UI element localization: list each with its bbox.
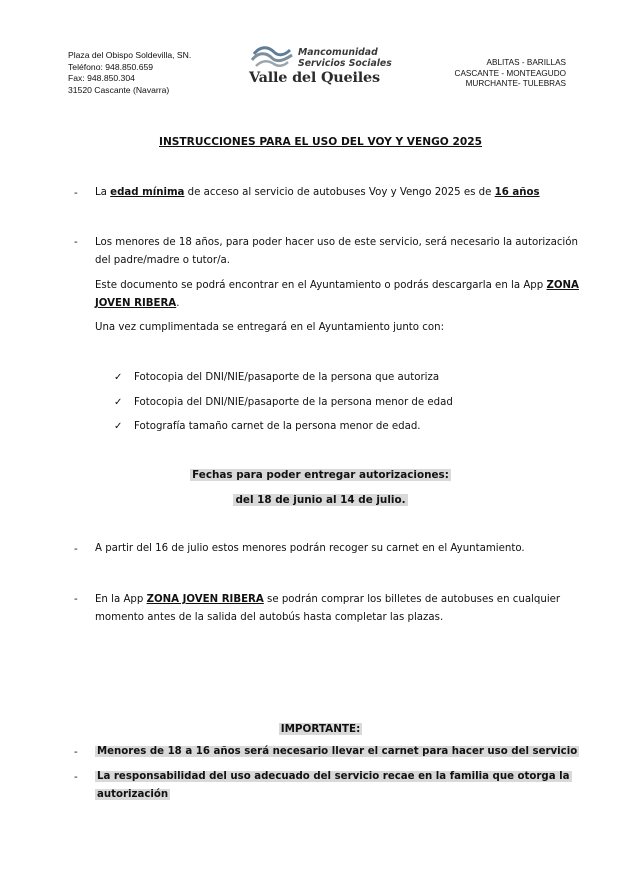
postal-line: 31520 Cascante (Navarra) bbox=[68, 84, 170, 95]
checklist-item: Fotocopia del DNI/NIE/pasaporte de la persona menor de edad bbox=[134, 397, 453, 408]
app-name-part2: JOVEN RIBERA bbox=[95, 298, 177, 309]
document-title: INSTRUCCIONES PARA EL USO DEL VOY Y VENGO 2025 bbox=[159, 136, 482, 148]
towns-line: ABLITAS - BARILLAS bbox=[486, 58, 566, 67]
checkmark-icon: ✓ bbox=[114, 372, 123, 383]
waves-logo-icon bbox=[248, 44, 296, 70]
fax-line: Fax: 948.850.304 bbox=[68, 73, 135, 83]
minors-line2: del padre/madre o tutor/a. bbox=[95, 255, 230, 266]
towns-block bbox=[455, 58, 566, 90]
checkmark-icon: ✓ bbox=[114, 421, 123, 432]
bullet-dash: - bbox=[74, 747, 78, 758]
towns-line: CASCANTE - MONTEAGUDO bbox=[454, 68, 566, 78]
important-item2-line1: La responsabilidad del uso adecuado del servicio recae en la familia que otorga la bbox=[97, 771, 570, 782]
bullet-dash: - bbox=[74, 544, 78, 555]
bullet-dash: - bbox=[74, 237, 78, 248]
tickets-line1: En la App ZONA JOVEN RIBERA se podrán comprar los billetes de autobuses en cualquier bbox=[95, 594, 561, 605]
app-name: ZONA JOVEN RIBERA bbox=[146, 594, 264, 605]
carnet-pickup-text: A partir del 16 de julio estos menores podrán recoger su carnet en el Ayuntamiento. bbox=[95, 543, 525, 554]
logo-line2: Servicios Sociales bbox=[298, 58, 392, 69]
address-line: Plaza del Obispo Soldevilla, SN. bbox=[68, 50, 192, 60]
tickets-line2: momento antes de la salida del autobús hasta completar las plazas. bbox=[95, 612, 444, 623]
bullet-dash: - bbox=[74, 594, 78, 605]
important-label: IMPORTANTE: bbox=[280, 723, 361, 735]
important-item2-line2: autorización bbox=[97, 789, 169, 800]
checkmark-icon: ✓ bbox=[114, 397, 123, 408]
min-age-value: 16 años bbox=[494, 187, 540, 198]
logo-line3: Valle del Queiles bbox=[249, 69, 380, 86]
checklist-item: Fotografía tamaño carnet de la persona menor de edad. bbox=[134, 421, 421, 432]
min-age-text: La edad mínima de acceso al servicio de autobuses Voy y Vengo 2025 es de 16 años bbox=[95, 187, 540, 198]
address-block bbox=[68, 50, 191, 96]
dates-range: del 18 de junio al 14 de julio. bbox=[235, 494, 406, 506]
logo-line1: Mancomunidad bbox=[298, 47, 378, 58]
document-line1: Este documento se podrá encontrar en el Ayuntamiento o podrás descargarla en la App ZONA bbox=[95, 280, 579, 291]
towns-line: MURCHANTE- TULEBRAS bbox=[465, 79, 566, 88]
bullet-dash: - bbox=[74, 188, 78, 199]
logo bbox=[248, 44, 390, 86]
phone-line: Teléfono: 948.850.659 bbox=[68, 61, 154, 72]
important-item1: Menores de 18 a 16 años será necesario llevar el carnet para hacer uso del servicio bbox=[97, 746, 578, 757]
min-age-label: edad mínima bbox=[110, 187, 185, 198]
bullet-dash: - bbox=[74, 772, 78, 783]
checklist-item: Fotocopia del DNI/NIE/pasaporte de la persona que autoriza bbox=[134, 372, 440, 383]
document-line2: JOVEN RIBERA. bbox=[95, 298, 180, 309]
app-name-part1: ZONA bbox=[546, 280, 579, 291]
submission-text: Una vez cumplimentada se entregará en el Ayuntamiento junto con: bbox=[95, 322, 444, 333]
minors-line1: Los menores de 18 años, para poder hacer uso de este servicio, será necesario la autorización bbox=[95, 237, 578, 248]
dates-label: Fechas para poder entregar autorizaciones: bbox=[192, 469, 449, 481]
